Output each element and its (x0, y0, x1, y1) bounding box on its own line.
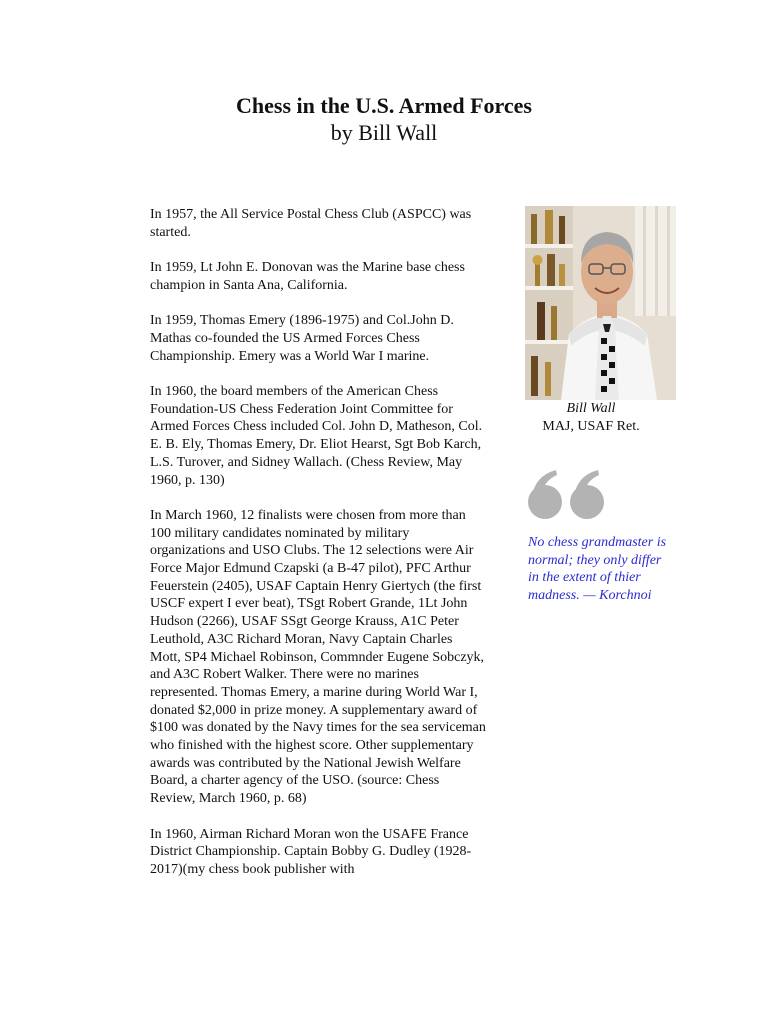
quotation-mark-icon (526, 466, 608, 522)
photo-caption-rank: MAJ, USAF Ret. (542, 419, 640, 434)
paragraph-5: In March 1960, 12 finalists were chosen from more than 100 military candidates nominated by military organizations and USO Clubs. The 12 selections were Air Force Major Edmund Czapski (a B-47 pilot), PFC Arthur Feuerstein (2405), USAF Captain Henry Giertych (the first USCF expert I ever beat), TSgt Robert Grande, 1Lt John Hudson (2266), USAF SSgt George Krauss, A1C Peter Leuthold, A3C Richard Moran, Navy Captain Charles Mott, SP4 Michael Robinson, Commnder Eugene Sobczyk, and A3C Robert Walker. There were no marines represented. Thomas Emery, a marine during World War I, donated $2,000 in prize money. A supplementary award of $100 was donated by the Navy times for the sea serviceman who finished with the highest score. Other supplementary awards was contributed by the National Jewish Welfare Board, a charter agency of the USO. (source: Chess Review, March 1960, p. 68) (150, 507, 486, 807)
paragraph-3: In 1959, Thomas Emery (1896-1975) and Col.John D. Mathas co-founded the US Armed Forces Chess Championship. Emery was a World War I marine. (150, 313, 454, 364)
author-photo (525, 206, 676, 400)
page-title: Chess in the U.S. Armed Forces (236, 93, 532, 118)
author-portrait (525, 206, 676, 400)
paragraph-2: In 1959, Lt John E. Donovan was the Marine base chess champion in Santa Ana, California. (150, 260, 465, 293)
photo-caption-name: Bill Wall (566, 401, 616, 416)
paragraph-1: In 1957, the All Service Postal Chess Club (ASPCC) was started. (150, 207, 472, 240)
paragraph-6: In 1960, Airman Richard Moran won the USAFE France District Championship. Captain Bobby G. Dudley (1928-2017)(my chess book publisher with (150, 826, 472, 877)
paragraph-4: In 1960, the board members of the American Chess Foundation-US Chess Federation Joint Committee for Armed Forces Chess included Col. John D, Matheson, Col. E. B. Ely, Thomas Emery, Dr. Eliot Hearst, Sgt Bob Karch, L.S. Turover, and Sidney Wallach. (Chess Review, May 1960, p. 130) (150, 383, 483, 488)
article-body (150, 206, 486, 896)
byline: by Bill Wall (330, 120, 438, 145)
pull-quote: No chess grandmaster is normal; they only differ in the extent of thier madness. — Korchnoi (528, 535, 667, 604)
